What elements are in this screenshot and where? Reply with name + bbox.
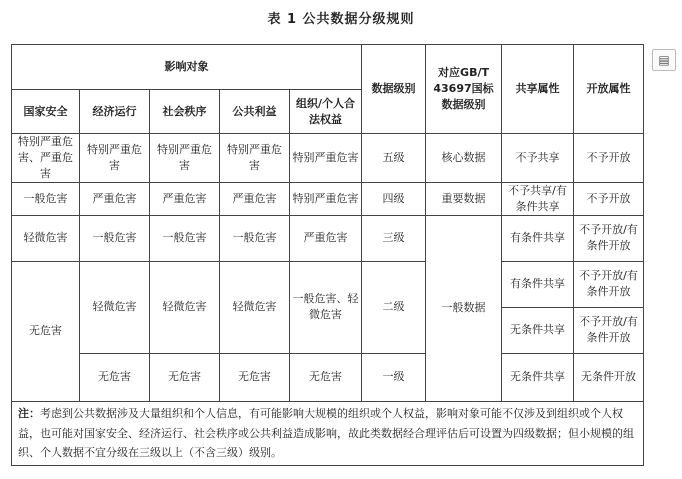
header-share-attr: 共享属性 bbox=[502, 45, 574, 134]
cell: 无危害 bbox=[12, 261, 80, 401]
header-open-attr: 开放属性 bbox=[574, 45, 644, 134]
scan-icon[interactable]: ▤ bbox=[652, 49, 676, 71]
level-cell: 五级 bbox=[362, 134, 426, 183]
cell: 一般危害、轻微危害 bbox=[290, 261, 362, 353]
table-row bbox=[12, 261, 644, 307]
header-org-personal-rights: 组织/个人合法权益 bbox=[290, 90, 362, 134]
header-impact-group: 影响对象 bbox=[12, 45, 362, 90]
cell: 特别严重危害 bbox=[220, 134, 290, 183]
cell: 无危害 bbox=[290, 353, 362, 401]
header-public-interest: 公共利益 bbox=[220, 90, 290, 134]
table-note bbox=[12, 401, 644, 465]
open-cell: 不予开放/有条件开放 bbox=[574, 215, 644, 261]
table-row bbox=[12, 353, 644, 401]
gbt-cell: 重要数据 bbox=[426, 182, 502, 215]
open-cell: 无条件开放 bbox=[574, 353, 644, 401]
cell: 特别严重危害 bbox=[80, 134, 150, 183]
header-national-security: 国家安全 bbox=[12, 90, 80, 134]
header-social-order: 社会秩序 bbox=[150, 90, 220, 134]
open-cell: 不予开放 bbox=[574, 134, 644, 183]
cell: 严重危害 bbox=[80, 182, 150, 215]
level-cell: 一级 bbox=[362, 353, 426, 401]
share-cell: 无条件共享 bbox=[502, 307, 574, 353]
cell: 特别严重危害 bbox=[290, 182, 362, 215]
table-row bbox=[12, 215, 644, 261]
header-economic-operation: 经济运行 bbox=[80, 90, 150, 134]
note-label: 注： bbox=[18, 407, 40, 421]
classification-table bbox=[11, 44, 644, 466]
cell: 无危害 bbox=[220, 353, 290, 401]
cell: 严重危害 bbox=[150, 182, 220, 215]
cell: 特别严重危害、严重危害 bbox=[12, 134, 80, 183]
cell: 无危害 bbox=[150, 353, 220, 401]
header-gbt-level: 对应GB/T 43697国标数据级别 bbox=[426, 45, 502, 134]
cell: 轻微危害 bbox=[80, 261, 150, 353]
table-row bbox=[12, 182, 644, 215]
open-cell: 不予开放/有条件开放 bbox=[574, 307, 644, 353]
gbt-cell: 核心数据 bbox=[426, 134, 502, 183]
open-cell: 不予开放/有条件开放 bbox=[574, 261, 644, 307]
share-cell: 有条件共享 bbox=[502, 215, 574, 261]
level-cell: 四级 bbox=[362, 182, 426, 215]
cell: 轻微危害 bbox=[220, 261, 290, 353]
cell: 严重危害 bbox=[220, 182, 290, 215]
share-cell: 不予共享 bbox=[502, 134, 574, 183]
open-cell: 不予开放 bbox=[574, 182, 644, 215]
table-title: 表 1 公共数据分级规则 bbox=[267, 12, 415, 27]
cell: 特别严重危害 bbox=[290, 134, 362, 183]
share-cell: 不予共享/有条件共享 bbox=[502, 182, 574, 215]
cell: 轻微危害 bbox=[12, 215, 80, 261]
cell: 一般危害 bbox=[80, 215, 150, 261]
cell: 一般危害 bbox=[12, 182, 80, 215]
level-cell: 三级 bbox=[362, 215, 426, 261]
gbt-cell: 一般数据 bbox=[426, 215, 502, 401]
header-data-level: 数据级别 bbox=[362, 45, 426, 134]
cell: 严重危害 bbox=[290, 215, 362, 261]
level-cell: 二级 bbox=[362, 261, 426, 353]
cell: 特别严重危害 bbox=[150, 134, 220, 183]
cell: 一般危害 bbox=[150, 215, 220, 261]
cell: 无危害 bbox=[80, 353, 150, 401]
note-text: 考虑到公共数据涉及大量组织和个人信息，有可能影响大规模的组织或个人权益，影响对象可能不仅涉及到组织或个人权益，也可能对国家安全、经济运行、社会秩序或公共利益造成影响，故此类数据经合理评估后可设置为四级数据；但小规模的组织、个人数据不宜分级在三级以上（不含三级）级别。 bbox=[18, 407, 634, 459]
share-cell: 有条件共享 bbox=[502, 261, 574, 307]
table-row bbox=[12, 134, 644, 183]
share-cell: 无条件共享 bbox=[502, 353, 574, 401]
cell: 轻微危害 bbox=[150, 261, 220, 353]
cell: 一般危害 bbox=[220, 215, 290, 261]
